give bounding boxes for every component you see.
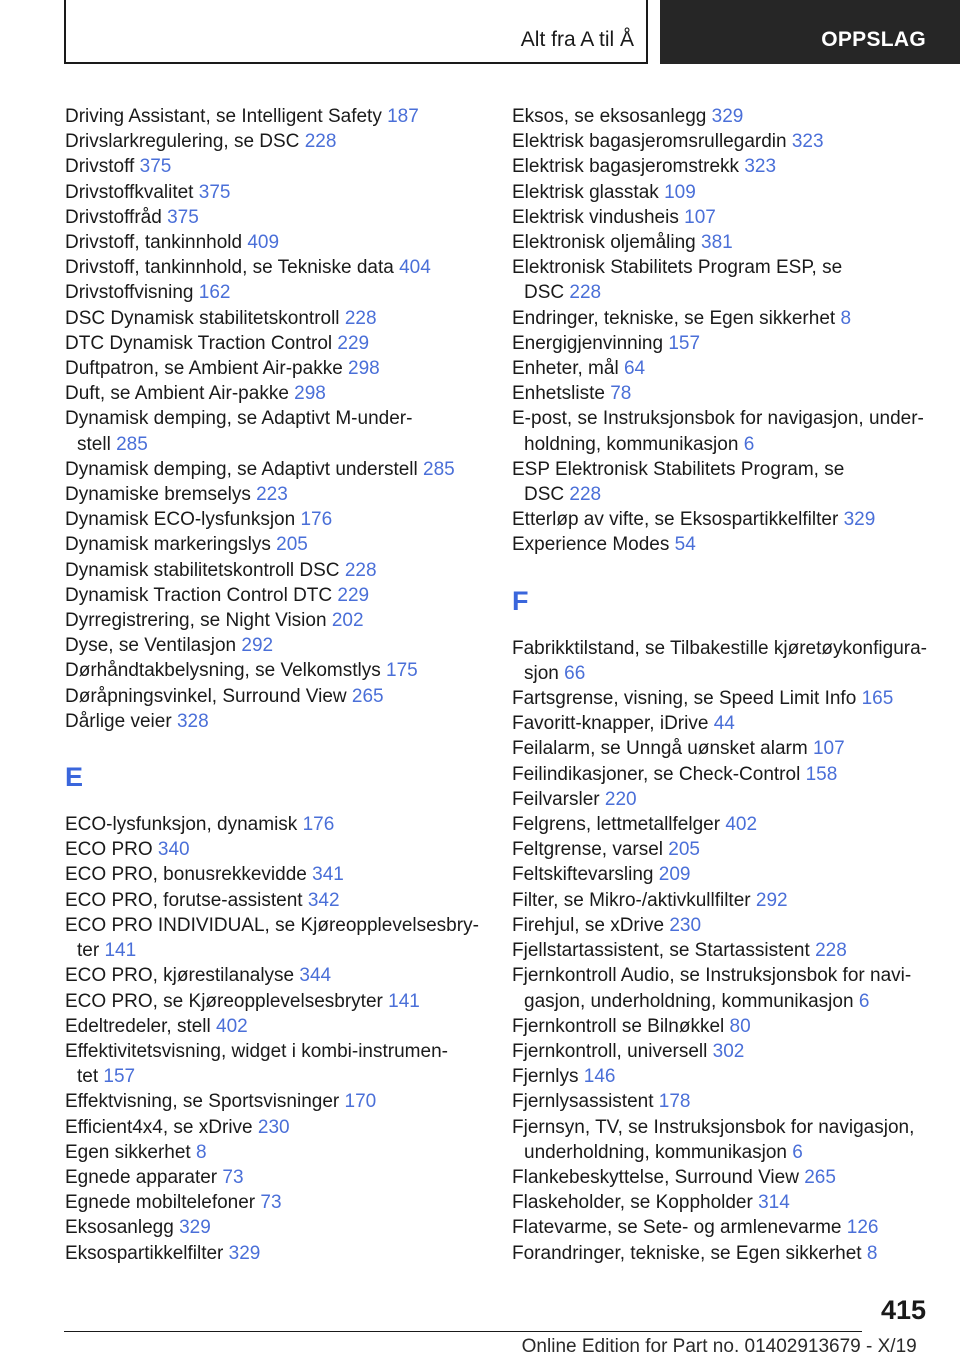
index-entry-term: Effektivitetsvisning, widget i kombi-instrumen-: [65, 1040, 448, 1062]
index-entry-term: Feltgrense, varsel: [512, 839, 664, 861]
index-entry-term: Egnede apparater: [65, 1166, 218, 1188]
index-entry-term: DTC Dynamisk Traction Control: [65, 332, 333, 354]
index-entry-term: Feilvarsler: [512, 788, 600, 810]
index-entry: [65, 658, 485, 683]
index-entry: [65, 989, 485, 1014]
index-column-left: [65, 104, 485, 1266]
index-page-link[interactable]: 126: [846, 1217, 879, 1239]
index-entry: [65, 356, 485, 381]
index-page-link[interactable]: 285: [423, 458, 455, 480]
index-entry-term: Elektronisk Stabilitets Program ESP, se: [512, 257, 843, 279]
index-page-link[interactable]: 230: [257, 1116, 290, 1138]
index-page-link[interactable]: 404: [399, 257, 431, 279]
index-page-link[interactable]: 8: [866, 1242, 878, 1264]
index-page-link[interactable]: 409: [247, 232, 280, 254]
index-entry-term: Firehjul, se xDrive: [512, 914, 665, 936]
index-entry: [512, 1165, 932, 1190]
index-column-right: [512, 104, 932, 1266]
index-entry: [512, 963, 932, 1013]
index-page-link[interactable]: 323: [744, 156, 777, 178]
index-page-link[interactable]: 6: [792, 1141, 803, 1163]
index-entry-term: Favoritt-knapper, iDrive: [512, 713, 709, 735]
index-entry-term: tet: [77, 1066, 99, 1088]
index-entry-term: Driving Assistant, se Intelligent Safety: [65, 106, 382, 127]
index-entry: [512, 255, 932, 305]
index-page-link[interactable]: 66: [564, 662, 586, 684]
index-entry: [512, 862, 932, 887]
index-entry-term: Dynamiske bremselys: [65, 484, 251, 506]
index-page-link[interactable]: 402: [725, 814, 758, 836]
index-entry: [512, 154, 932, 179]
index-entry-term: DSC: [524, 282, 565, 304]
index-page-link[interactable]: 292: [241, 635, 274, 657]
index-entry: [512, 406, 932, 456]
index-entry: [65, 280, 485, 305]
index-entry: [512, 686, 932, 711]
index-entry: [65, 888, 485, 913]
index-page-link[interactable]: 228: [569, 484, 602, 506]
index-page-link[interactable]: 176: [302, 814, 335, 836]
index-page-link[interactable]: 230: [669, 914, 702, 936]
index-entry: [65, 633, 485, 658]
index-letter-heading: F: [512, 585, 529, 616]
index-page-link[interactable]: 314: [758, 1192, 790, 1214]
index-page-link[interactable]: 158: [805, 763, 838, 785]
footer: [0, 1336, 960, 1358]
index-entry: [512, 837, 932, 862]
index-page-link[interactable]: 146: [583, 1066, 616, 1088]
index-entry: [512, 205, 932, 230]
index-page-link[interactable]: 107: [684, 206, 716, 228]
index-page-link[interactable]: 285: [116, 433, 148, 455]
index-entry: [512, 1190, 932, 1215]
index-entry-term: Drivstoffråd: [65, 206, 162, 228]
index-entry-term: Dynamisk demping, se Adaptivt understell: [65, 458, 418, 480]
index-page-link[interactable]: 229: [337, 584, 370, 606]
index-entry: [512, 180, 932, 205]
index-entry: [512, 636, 932, 686]
index-entry-term: Dyrregistrering, se Night Vision: [65, 610, 327, 632]
index-page-link[interactable]: 228: [344, 559, 377, 581]
chapter-tab-label: OPPSLAG: [821, 28, 926, 51]
index-page-link[interactable]: 292: [755, 889, 788, 911]
index-entry-term: holdning, kommunikasjon: [524, 433, 739, 455]
index-entry-term: Energigjenvinning: [512, 332, 664, 354]
index-entry-term: Elektrisk bagasjeromsrullegardin: [512, 131, 787, 153]
index-entry-term: Duft, se Ambient Air-pakke: [65, 383, 289, 405]
index-entry-term: Flatevarme, se Sete- og armlenevarme: [512, 1217, 842, 1239]
index-page-link[interactable]: 375: [198, 181, 231, 203]
index-page-link[interactable]: 329: [228, 1242, 261, 1264]
index-entry-term: underholdning, kommunikasjon: [524, 1141, 787, 1163]
index-page-link[interactable]: 323: [791, 131, 824, 153]
index-entry-term: Experience Modes: [512, 534, 670, 556]
index-entry-term: Enheter, mål: [512, 358, 619, 380]
index-entry-term: Drivstoff, tankinnhold: [65, 232, 243, 254]
footer-divider: [64, 1331, 862, 1332]
index-entry-term: Egen sikkerhet: [65, 1141, 191, 1163]
index-page-link[interactable]: 342: [307, 889, 340, 911]
index-entry: [65, 1039, 485, 1089]
index-page-link[interactable]: 340: [157, 839, 190, 861]
index-entry-term: Etterløp av vifte, se Eksospartikkelfilter: [512, 509, 839, 531]
index-entry: [512, 888, 932, 913]
index-page-link[interactable]: 329: [711, 106, 744, 127]
index-page-link[interactable]: 187: [387, 106, 419, 127]
index-entry: [65, 104, 485, 129]
index-entry: [512, 457, 932, 507]
footer-edition: Online Edition for Part no. 01402913679 - X/19: [521, 1336, 917, 1357]
index-entry-term: Effektvisning, se Sportsvisninger: [65, 1091, 340, 1113]
index-page-link[interactable]: 202: [331, 610, 364, 632]
index-entry-term: Drivstoff: [65, 156, 135, 178]
index-entry: [512, 1215, 932, 1240]
index-page-link[interactable]: 205: [668, 839, 700, 861]
index-entry-term: Dynamisk ECO-lysfunksjon: [65, 509, 296, 531]
index-page-link[interactable]: 165: [861, 688, 894, 710]
index-entry: [65, 129, 485, 154]
index-page-link[interactable]: 8: [840, 307, 852, 329]
index-entry: [65, 812, 485, 837]
index-page-link[interactable]: 228: [304, 131, 337, 153]
index-page-link[interactable]: 223: [256, 484, 288, 506]
index-page-link[interactable]: 178: [658, 1091, 691, 1113]
index-page-link[interactable]: 157: [103, 1066, 136, 1088]
index-entry-term: Dynamisk Traction Control DTC: [65, 584, 333, 606]
index-entry: [65, 507, 485, 532]
index-page-link[interactable]: 328: [176, 710, 209, 732]
index-entry: [512, 129, 932, 154]
index-page-link[interactable]: 265: [351, 685, 384, 707]
index-page-link[interactable]: 265: [804, 1166, 836, 1188]
index-entry: [512, 306, 932, 331]
index-page-link[interactable]: 228: [344, 307, 377, 329]
index-page-link[interactable]: 375: [139, 156, 172, 178]
index-entry: [65, 205, 485, 230]
index-page-link[interactable]: 298: [348, 358, 380, 380]
index-letter-heading: E: [65, 762, 84, 793]
index-entry-term: Endringer, tekniske, se Egen sikkerhet: [512, 307, 836, 329]
index-entry: [512, 507, 932, 532]
index-entry-term: Dynamisk demping, se Adaptivt M-under-: [65, 408, 413, 430]
index-page-link[interactable]: 162: [198, 282, 231, 304]
index-entry-term: Feltskiftevarsling: [512, 864, 654, 886]
index-entry: [512, 913, 932, 938]
index-entry-term: ESP Elektronisk Stabilitets Program, se: [512, 458, 845, 480]
index-entry-term: Fjellstartassistent, se Startassistent: [512, 940, 810, 962]
index-entry: [512, 1115, 932, 1165]
index-entry-term: ECO PRO, se Kjøreopplevelsesbryter: [65, 990, 383, 1012]
index-entry: [65, 684, 485, 709]
index-entry-term: ECO PRO INDIVIDUAL, se Kjøreopplevelsesbry-: [65, 914, 479, 936]
index-page-link[interactable]: 375: [167, 206, 199, 228]
index-page-link[interactable]: 73: [222, 1166, 244, 1188]
index-page-link[interactable]: 6: [743, 433, 755, 455]
index-entry: [65, 255, 485, 280]
index-entry-term: Edeltredeler, stell: [65, 1015, 211, 1037]
index-entry: [512, 1241, 932, 1266]
index-page-link[interactable]: 228: [815, 940, 847, 962]
index-entry-term: Elektrisk vindusheis: [512, 206, 679, 228]
index-entry-term: Drivstoffvisning: [65, 282, 194, 304]
section-title: Alt fra A til Å: [520, 28, 634, 51]
index-page-link[interactable]: 329: [843, 509, 876, 531]
index-page-link[interactable]: 107: [812, 738, 845, 760]
index-entry-term: Fjernlys: [512, 1066, 579, 1088]
index-entry-term: Eksos, se eksosanlegg: [512, 106, 707, 127]
index-entry: [65, 381, 485, 406]
index-entry: [65, 230, 485, 255]
index-entry-term: Eksospartikkelfilter: [65, 1242, 224, 1264]
index-entry: [65, 608, 485, 633]
index-page-link[interactable]: 78: [610, 383, 632, 405]
index-entry-term: Duftpatron, se Ambient Air-pakke: [65, 358, 343, 380]
index-entry-term: stell: [77, 433, 111, 455]
index-entry: [65, 154, 485, 179]
index-entry-term: Eksosanlegg: [65, 1217, 174, 1239]
index-entry: [512, 736, 932, 761]
index-entry: [65, 482, 485, 507]
index-entry-term: Enhetsliste: [512, 383, 605, 405]
index-entry: [65, 1215, 485, 1240]
index-entry-term: Fabrikktilstand, se Tilbakestille kjøretøykonfigura-: [512, 637, 927, 659]
index-entry-term: Egnede mobiltelefoner: [65, 1192, 256, 1214]
index-page-link[interactable]: 109: [664, 181, 696, 203]
index-entry-term: gasjon, underholdning, kommunikasjon: [524, 990, 854, 1012]
index-page-link[interactable]: 8: [195, 1141, 207, 1163]
index-entry: [512, 812, 932, 837]
index-entry-term: ECO PRO, bonusrekkevidde: [65, 864, 307, 886]
index-entry-term: Feilindikasjoner, se Check-Control: [512, 763, 801, 785]
index-entry: [65, 331, 485, 356]
index-entry: [65, 709, 485, 734]
chapter-tab: [660, 0, 960, 64]
index-entry-term: Drivstoff, tankinnhold, se Tekniske data: [65, 257, 394, 279]
index-entry-term: Drivslarkregulering, se DSC: [65, 131, 300, 153]
index-entry-term: Drivstoffkvalitet: [65, 181, 194, 203]
index-entry-term: E-post, se Instruksjonsbok for navigasjon, under-: [512, 408, 924, 430]
index-entry-term: Dørhåndtakbelysning, se Velkomstlys: [65, 660, 381, 682]
index-page-link[interactable]: 54: [674, 534, 696, 556]
section-header-box: [64, 0, 648, 64]
index-page-link[interactable]: 6: [858, 990, 870, 1012]
index-entry-term: DSC Dynamisk stabilitetskontroll: [65, 307, 340, 329]
index-page-link[interactable]: 157: [668, 332, 701, 354]
index-entry-term: ECO PRO, kjørestilanalyse: [65, 965, 295, 987]
index-entry: [512, 938, 932, 963]
index-entry: [65, 1014, 485, 1039]
index-entry: [65, 180, 485, 205]
index-entry: [65, 532, 485, 557]
index-entry-term: Fartsgrense, visning, se Speed Limit Info: [512, 688, 857, 710]
index-entry: [65, 1089, 485, 1114]
index-page-link[interactable]: 381: [701, 232, 733, 254]
index-entry: [65, 1241, 485, 1266]
index-page-link[interactable]: 170: [344, 1091, 377, 1113]
index-entry-term: Døråpningsvinkel, Surround View: [65, 685, 347, 707]
index-entry-term: Elektronisk oljemåling: [512, 232, 696, 254]
index-entry: [65, 558, 485, 583]
index-page-link[interactable]: 341: [312, 864, 344, 886]
index-page-link[interactable]: 175: [386, 660, 418, 682]
index-entry-term: Fjernlysassistent: [512, 1091, 654, 1113]
index-entry: [65, 406, 485, 456]
index-page-link[interactable]: 141: [104, 940, 137, 962]
index-entry: [512, 1014, 932, 1039]
index-entry-term: DSC: [524, 484, 565, 506]
index-entry-term: Dårlige veier: [65, 710, 172, 732]
index-entry: [512, 787, 932, 812]
index-entry-term: Dyse, se Ventilasjon: [65, 635, 237, 657]
index-entry: [512, 381, 932, 406]
index-entry: [512, 1039, 932, 1064]
index-entry: [512, 104, 932, 129]
index-entry-term: Flaskeholder, se Koppholder: [512, 1192, 753, 1214]
index-entry: [512, 711, 932, 736]
index-entry: [65, 1165, 485, 1190]
index-entry: [65, 306, 485, 331]
index-entry: [65, 1190, 485, 1215]
index-page-link[interactable]: 209: [658, 864, 691, 886]
index-entry-term: Elektrisk glasstak: [512, 181, 659, 203]
page-header: [0, 0, 960, 68]
index-entry-term: ECO PRO: [65, 839, 153, 861]
index-entry-term: Dynamisk stabilitetskontroll DSC: [65, 559, 340, 581]
index-entry: [65, 963, 485, 988]
index-entry: [65, 1115, 485, 1140]
index-page-link[interactable]: 402: [216, 1015, 248, 1037]
index-page-link[interactable]: 298: [294, 383, 326, 405]
index-entry: [512, 331, 932, 356]
index-entry: [512, 1064, 932, 1089]
index-entry: [65, 913, 485, 963]
index-entry: [65, 583, 485, 608]
index-entry: [512, 1089, 932, 1114]
index-page-link[interactable]: 344: [299, 965, 332, 987]
index-entry-term: Forandringer, tekniske, se Egen sikkerhet: [512, 1242, 862, 1264]
index-entry-term: Flankebeskyttelse, Surround View: [512, 1166, 799, 1188]
index-entry-term: Efficient4x4, se xDrive: [65, 1116, 253, 1138]
index-entry-term: Fjernkontroll, universell: [512, 1040, 708, 1062]
index-page-link[interactable]: 44: [713, 713, 735, 735]
index-entry-term: sjon: [524, 662, 559, 684]
footer-watermark: [917, 1336, 922, 1357]
index-entry: [65, 457, 485, 482]
index-page-link[interactable]: 80: [729, 1015, 751, 1037]
index-page-link[interactable]: 73: [260, 1192, 282, 1214]
index-page-link[interactable]: 64: [623, 358, 646, 380]
index-page-link[interactable]: 302: [712, 1040, 745, 1062]
index-entry: [512, 356, 932, 381]
index-entry: [65, 1140, 485, 1165]
index-entry-term: Fjernsyn, TV, se Instruksjonsbok for navigasjon,: [512, 1116, 915, 1138]
index-entry-term: Fjernkontroll se Bilnøkkel: [512, 1015, 725, 1037]
index-page-link[interactable]: 228: [569, 282, 602, 304]
index-entry-term: ECO PRO, forutse-assistent: [65, 889, 303, 911]
index-page-link[interactable]: 176: [300, 509, 333, 531]
index-entry-term: Fjernkontroll Audio, se Instruksjonsbok for navi-: [512, 965, 912, 987]
index-page-link[interactable]: 220: [604, 788, 637, 810]
index-page-link[interactable]: 329: [179, 1217, 211, 1239]
index-entry-term: Elektrisk bagasjeromstrekk: [512, 156, 740, 178]
index-entry-term: Dynamisk markeringslys: [65, 534, 271, 556]
index-entry: [512, 532, 932, 557]
index-page-link[interactable]: 205: [276, 534, 308, 556]
index-page-link[interactable]: 229: [337, 332, 370, 354]
index-entry-term: Filter, se Mikro-/aktivkullfilter: [512, 889, 751, 911]
index-entry: [512, 230, 932, 255]
index-entry-term: Felgrens, lettmetallfelger: [512, 814, 721, 836]
index-entry: [65, 837, 485, 862]
index-entry: [65, 862, 485, 887]
index-entry-term: ECO-lysfunksjon, dynamisk: [65, 814, 298, 836]
index-entry-term: Feilalarm, se Unngå uønsket alarm: [512, 738, 808, 760]
index-entry: [512, 762, 932, 787]
index-entry-term: ter: [77, 940, 100, 962]
index-page-link[interactable]: 141: [388, 990, 420, 1012]
page-number: 415: [880, 1295, 926, 1325]
